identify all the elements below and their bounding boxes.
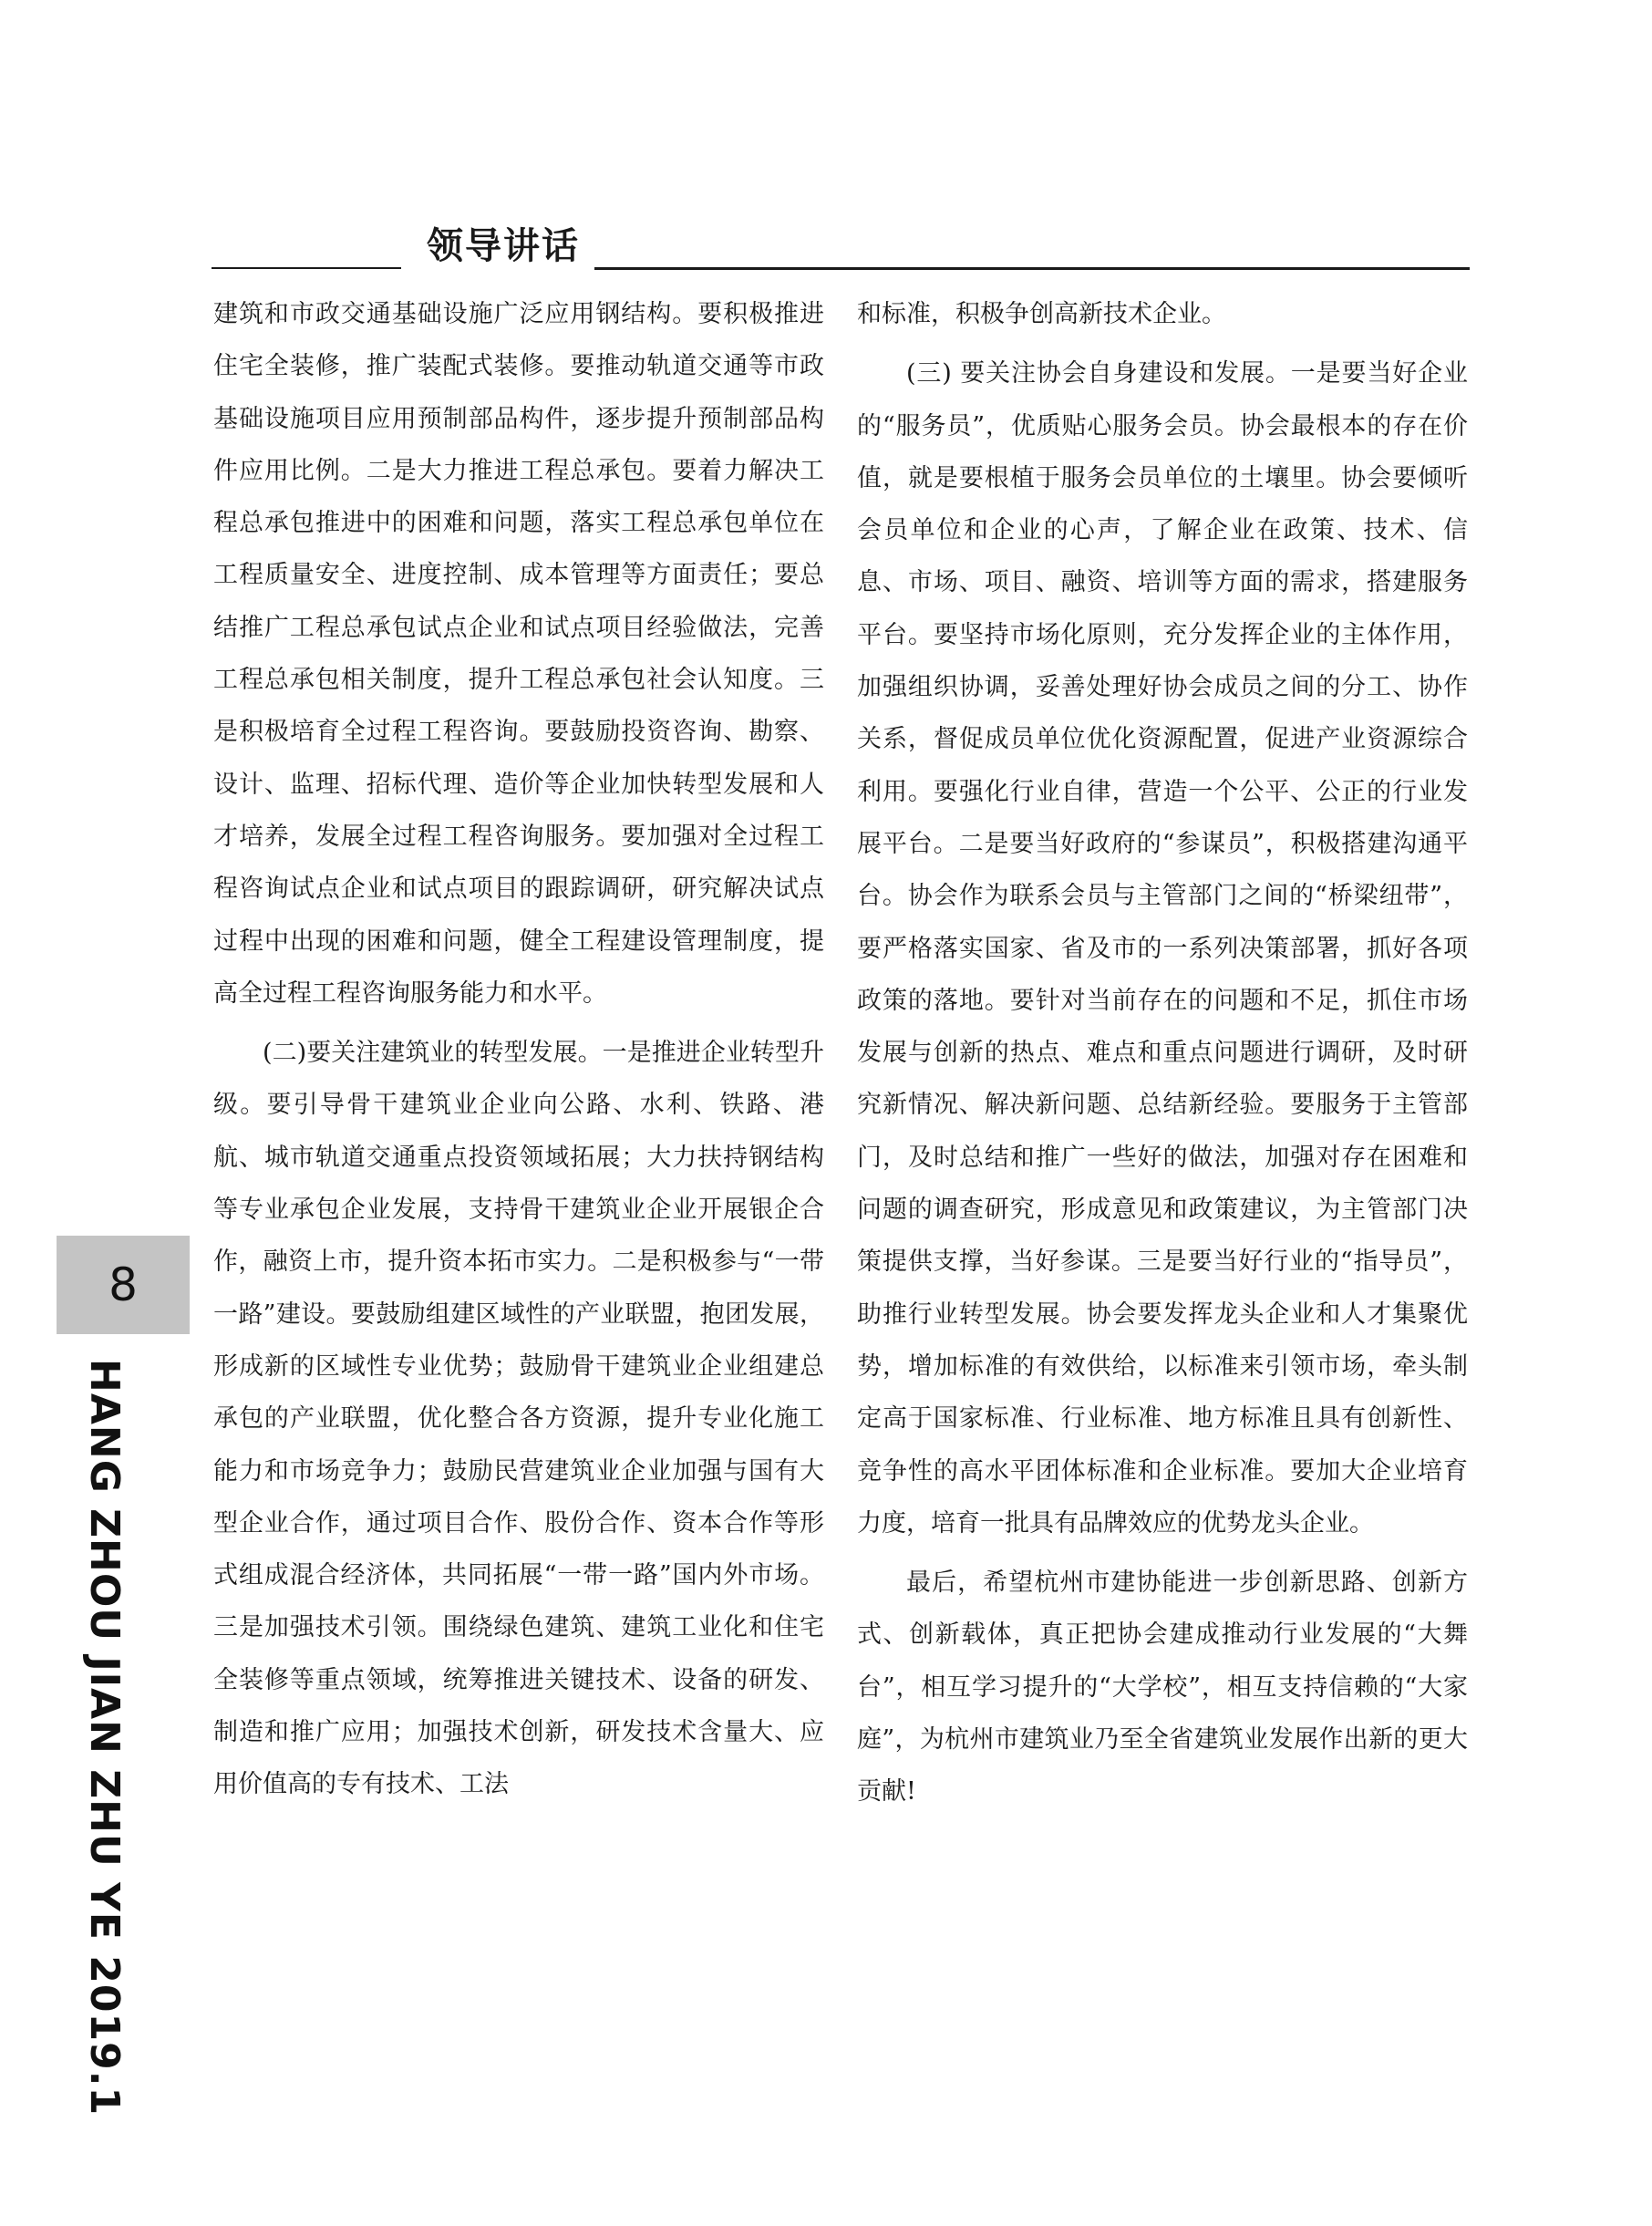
right-column <box>857 288 1468 1818</box>
journal-title: HANG ZHOU JIAN ZHU YE 2019.1 <box>81 1359 128 2117</box>
section-title: 领导讲话 <box>427 225 580 267</box>
paragraph: 和标准，积极争创高新技术企业。 <box>857 300 1226 328</box>
header-rule-left <box>212 267 401 269</box>
paragraph: (三) 要关注协会自身建设和发展。一是要当好企业的“服务员”，优质贴心服务会员。协会最根本的存在价值，就是要根植于服务会员单位的土壤里。协会要倾听会员单位和企业的心声，了解企业在政策、技术、信息、市场、项目、融资、培训等方面的需求，搭建服务平台。要坚持市场化原则，充分发挥企业的主体作用，加强组织协调，妥善处理好协会成员之间的分工、协作关系，督促成员单位优化资源配置，促进产业资源综合利用。要强化行业自律，营造一个公平、公正的行业发展平台。二是要当好政府的“参谋员”，积极搭建沟通平台。协会作为联系会员与主管部门之间的“桥梁纽带”，要严格落实国家、省及市的一系列决策部署，抓好各项政策的落地。要针对当前存在的问题和不足，抓住市场发展与创新的热点、难点和重点问题进行调研，及时研究新情况、解决新问题、总结新经验。要服务于主管部门，及时总结和推广一些好的做法，加强对存在困难和问题的调查研究，形成意见和政策建议，为主管部门决策提供支撑，当好参谋。三是要当好行业的“指导员”，助推行业转型发展。协会要发挥龙头企业和人才集聚优势，增加标准的有效供给，以标准来引领市场，牵头制定高于国家标准、行业标准、地方标准且具有创新性、竞争性的高水平团体标准和企业标准。要加大企业培育力度，培育一批具有品牌效应的优势龙头企业。 <box>857 359 1468 1537</box>
page-number: 8 <box>108 1258 138 1311</box>
left-column <box>213 288 824 1811</box>
paragraph: 建筑和市政交通基础设施广泛应用钢结构。要积极推进住宅全装修，推广装配式装修。要推动轨道交通等市政基础设施项目应用预制部品构件，逐步提升预制部品构件应用比例。二是大力推进工程总承包。要着力解决工程总承包推进中的困难和问题，落实工程总承包单位在工程质量安全、进度控制、成本管理等方面责任；要总结推广工程总承包试点企业和试点项目经验做法，完善工程总承包相关制度，提升工程总承包社会认知度。三是积极培育全过程工程咨询。要鼓励投资咨询、勘察、设计、监理、招标代理、造价等企业加快转型发展和人才培养，发展全过程工程咨询服务。要加强对全过程工程咨询试点企业和试点项目的跟踪调研，研究解决试点过程中出现的困难和问题，健全工程建设管理制度，提高全过程工程咨询服务能力和水平。 <box>213 300 824 1008</box>
paragraph: 最后，希望杭州市建协能进一步创新思路、创新方式、创新载体，真正把协会建成推动行业发展的“大舞台”，相互学习提升的“大学校”，相互支持信赖的“大家庭”，为杭州市建筑业乃至全省建筑业发展作出新的更大贡献! <box>857 1569 1468 1807</box>
page-number-box <box>57 1236 190 1334</box>
header-rule-right <box>594 267 1470 270</box>
paragraph: (二)要关注建筑业的转型发展。一是推进企业转型升级。要引导骨干建筑业企业向公路、水利、铁路、港航、城市轨道交通重点投资领域拓展；大力扶持钢结构等专业承包企业发展，支持骨干建筑业企业开展银企合作，融资上市，提升资本拓市实力。二是积极参与“一带一路”建设。要鼓励组建区域性的产业联盟，抱团发展，形成新的区域性专业优势；鼓励骨干建筑业企业组建总承包的产业联盟，优化整合各方资源，提升专业化施工能力和市场竞争力；鼓励民营建筑业企业加强与国有大型企业合作，通过项目合作、股份合作、资本合作等形式组成混合经济体，共同拓展“一带一路”国内外市场。三是加强技术引领。围绕绿色建筑、建筑工业化和住宅全装修等重点领域，统筹推进关键技术、设备的研发、制造和推广应用；加强技术创新，研发技术含量大、应用价值高的专有技术、工法 <box>213 1039 824 1799</box>
page-header <box>212 222 1470 276</box>
